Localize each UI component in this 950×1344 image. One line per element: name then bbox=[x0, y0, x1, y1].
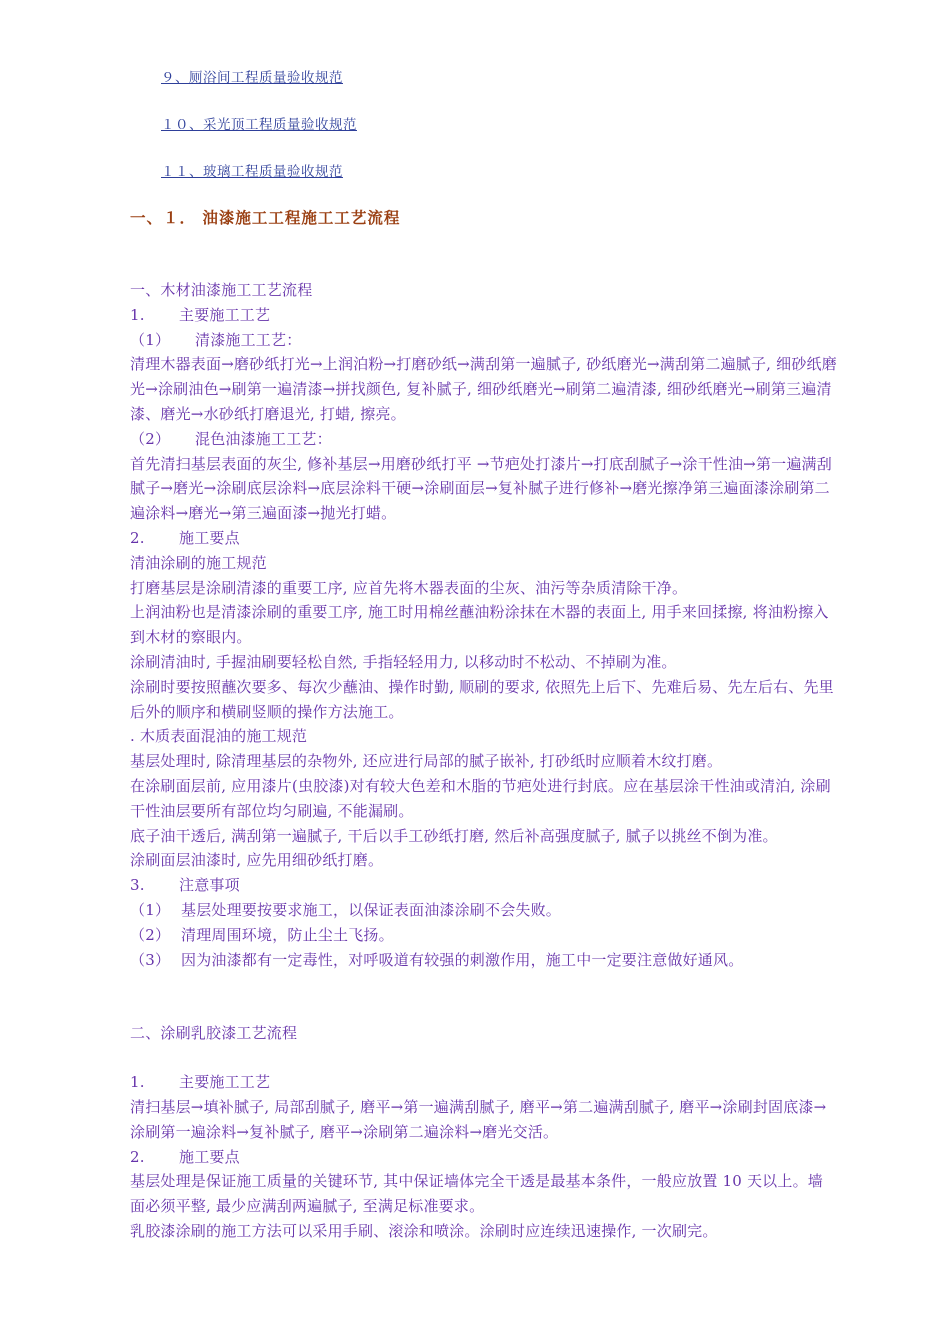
subheading-main-process bbox=[130, 1070, 838, 1095]
item-label: 清漆施工工艺： bbox=[195, 330, 302, 349]
subheading-label: 施工要点 bbox=[179, 528, 240, 547]
latex-process: 清扫基层→填补腻子, 局部刮腻子, 磨平→第一遍满刮腻子, 磨平→第二遍满刮腻子, 磨平→涂刷封固底漆→涂刷第一遍涂料→复补腻子, 磨平→涂刷第二遍涂料→磨光交活。 bbox=[130, 1097, 827, 1141]
toc-link-10[interactable]: １０、采光顶工程质量验收规范 bbox=[161, 117, 357, 133]
clear-paint-label bbox=[130, 328, 838, 353]
subheading-number: 1. bbox=[130, 305, 145, 324]
key-point-text: 底子油干透后, 满刮第一遍腻子, 干后以手工砂纸打磨, 然后补高强度腻子, 腻子以挑丝不倒为准。 bbox=[130, 826, 778, 845]
key-point-text: 涂刷时要按照蘸次要多、每次少蘸油、操作时勤, 顺刷的要求, 依照先上后下、先难后易、先左后右、先里后外的顺序和横刷竖顺的操作方法施工。 bbox=[130, 677, 834, 721]
subheading-label: 主要施工工艺 bbox=[179, 305, 271, 324]
key-point-text: 基层处理是保证施工质量的关键环节, 其中保证墙体完全干透是最基本条件，一般应放置 10 天以上。墙面必须平整, 最少应满刮两遍腻子, 至满足标准要求。 bbox=[130, 1172, 823, 1216]
note-text: 基层处理要按要求施工，以保证表面油漆涂刷不会失败。 bbox=[181, 900, 562, 919]
subheading-key-points bbox=[130, 1145, 838, 1170]
key-point-text: 上润油粉也是清漆涂刷的重要工序, 施工时用棉丝蘸油粉涂抹在木器的表面上, 用手来回揉擦, 将油粉擦入到木材的察眼内。 bbox=[130, 603, 829, 647]
note-number: （2） bbox=[130, 925, 171, 944]
toc-item-9[interactable] bbox=[161, 66, 343, 86]
note-text: 清理周围环境，防止尘土飞扬。 bbox=[181, 925, 394, 944]
key-point-text: . 木质表面混油的施工规范 bbox=[130, 727, 308, 746]
note-number: （3） bbox=[130, 950, 171, 969]
note-text: 因为油漆都有一定毒性，对呼吸道有较强的刺激作用，施工中一定要注意做好通风。 bbox=[181, 950, 744, 969]
note-item bbox=[130, 898, 838, 923]
note-item bbox=[130, 948, 838, 973]
key-point-text: 基层处理时, 除清理基层的杂物外, 还应进行局部的腻子嵌补, 打砂纸时应顺着木纹打磨。 bbox=[130, 752, 723, 771]
subheading-number: 3. bbox=[130, 876, 145, 895]
section-2-title: 二、涂刷乳胶漆工艺流程 bbox=[130, 1024, 298, 1043]
subheading-label: 施工要点 bbox=[179, 1147, 240, 1166]
subheading-number: 2. bbox=[130, 528, 145, 547]
key-point-text: 清油涂刷的施工规范 bbox=[130, 553, 267, 572]
key-point-text: 打磨基层是涂刷清漆的重要工序, 应首先将木器表面的尘灰、油污等杂质清除干净。 bbox=[130, 578, 688, 597]
section-1-title: 一、木材油漆施工工艺流程 bbox=[130, 281, 313, 299]
subheading-main-process bbox=[130, 303, 838, 328]
key-point-text: 乳胶漆涂刷的施工方法可以采用手刷、滚涂和喷涂。涂刷时应连续迅速操作, 一次刷完。 bbox=[130, 1221, 718, 1240]
toc-item-10[interactable] bbox=[161, 113, 357, 133]
clear-paint-process: 清理木器表面→磨砂纸打光→上润泊粉→打磨砂纸→满刮第一遍腻子, 砂纸磨光→满刮第二遍腻子, 细砂纸磨光→涂刷油色→刷第一遍清漆→拼找颜色, 复补腻子, 细砂纸磨光→刷第二遍清漆, 细砂纸磨光→刷第三遍清漆、磨光→水砂纸打磨退光, 打蜡, 擦亮。 bbox=[130, 355, 837, 423]
subheading-label: 主要施工工艺 bbox=[179, 1073, 271, 1092]
note-number: （1） bbox=[130, 900, 171, 919]
subheading-notes bbox=[130, 873, 838, 898]
key-point-text: 涂刷面层油漆时, 应先用细砂纸打磨。 bbox=[130, 851, 384, 870]
key-point-text: 涂刷清油时, 手握油刷要轻松自然, 手指轻轻用力, 以移动时不松动、不掉刷为准。 bbox=[130, 652, 677, 671]
subheading-number: 1. bbox=[130, 1073, 145, 1092]
subheading-label: 注意事项 bbox=[179, 876, 240, 895]
key-point-text: 在涂刷面层前, 应用漆片(虫胶漆)对有较大色差和木脂的节疤处进行封底。应在基层涂干性油或清泊, 涂刷干性油层要所有部位均匀刷遍, 不能漏刷。 bbox=[130, 776, 831, 820]
document-body bbox=[130, 278, 838, 1244]
mixed-paint-label bbox=[130, 427, 838, 452]
item-number: （1） bbox=[130, 330, 171, 349]
subheading-number: 2. bbox=[130, 1147, 145, 1166]
section-heading: 一、１． 油漆施工工程施工工艺流程 bbox=[130, 208, 401, 227]
item-number: （2） bbox=[130, 429, 171, 448]
note-item bbox=[130, 923, 838, 948]
toc-link-9[interactable]: ９、厕浴间工程质量验收规范 bbox=[161, 70, 343, 86]
toc-link-11[interactable]: １１、玻璃工程质量验收规范 bbox=[161, 164, 343, 180]
mixed-paint-process: 首先清扫基层表面的灰尘, 修补基层→用磨砂纸打平 →节疤处打漆片→打底刮腻子→涂干性油→第一遍满刮腻子→磨光→涂刷底层涂料→底层涂料干硬→涂刷面层→复补腻子进行修补→磨光擦净第三遍面漆涂刷第二遍涂料→磨光→第三遍面漆→抛光打蜡。 bbox=[130, 454, 832, 523]
spacer bbox=[130, 972, 838, 1021]
item-label: 混色油漆施工工艺： bbox=[195, 429, 332, 448]
spacer bbox=[130, 1046, 838, 1070]
toc-item-11[interactable] bbox=[161, 160, 343, 180]
subheading-key-points bbox=[130, 526, 838, 551]
